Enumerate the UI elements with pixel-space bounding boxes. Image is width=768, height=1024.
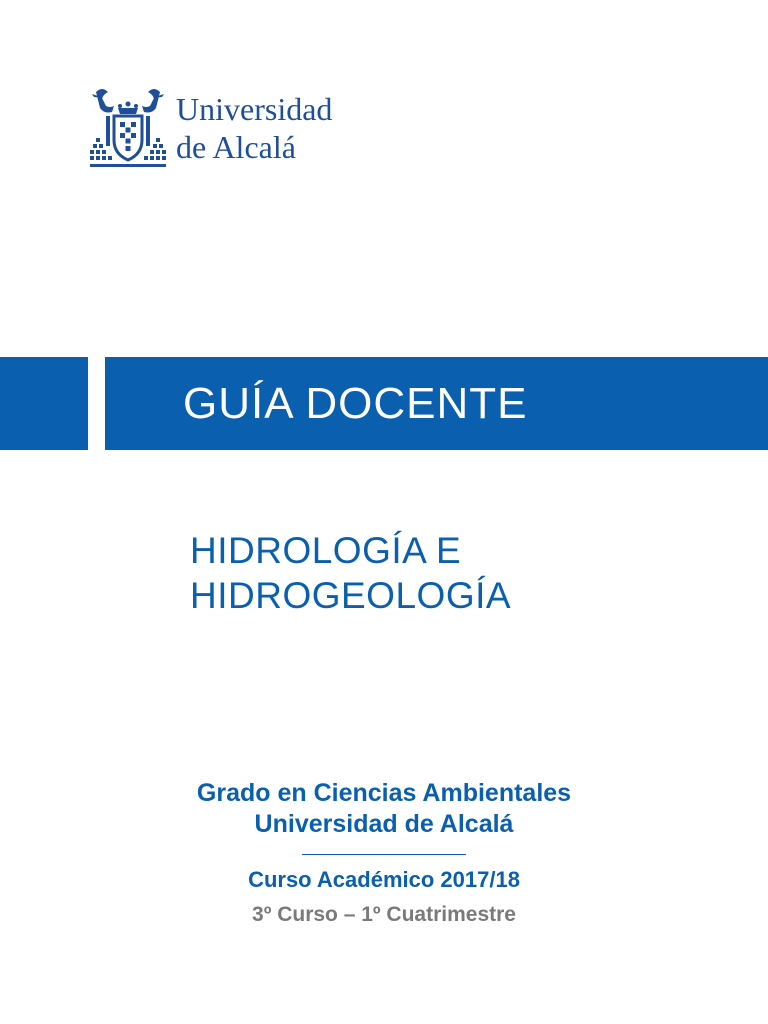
university-logo — [90, 86, 370, 170]
divider-line — [302, 854, 466, 855]
wordmark-line-1: Universidad — [176, 91, 333, 127]
subject-title-line-1: HIDROLOGÍA E — [190, 530, 462, 571]
banner-accent-block — [0, 357, 88, 450]
degree-university: Universidad de Alcalá — [254, 810, 514, 838]
document-type-title: GUÍA DOCENTE — [183, 378, 528, 428]
title-banner — [105, 357, 768, 450]
course-term: 3º Curso – 1º Cuatrimestre — [252, 903, 516, 926]
subject-title — [190, 528, 511, 618]
degree-name: Grado en Ciencias Ambientales — [196, 779, 572, 807]
academic-year: Curso Académico 2017/18 — [248, 867, 520, 892]
wordmark-line-2: de Alcalá — [176, 129, 296, 165]
university-wordmark — [176, 90, 332, 166]
degree-info — [0, 778, 768, 840]
subject-title-line-2: HIDROGEOLOGÍA — [190, 575, 512, 616]
university-crest-icon — [90, 86, 166, 170]
